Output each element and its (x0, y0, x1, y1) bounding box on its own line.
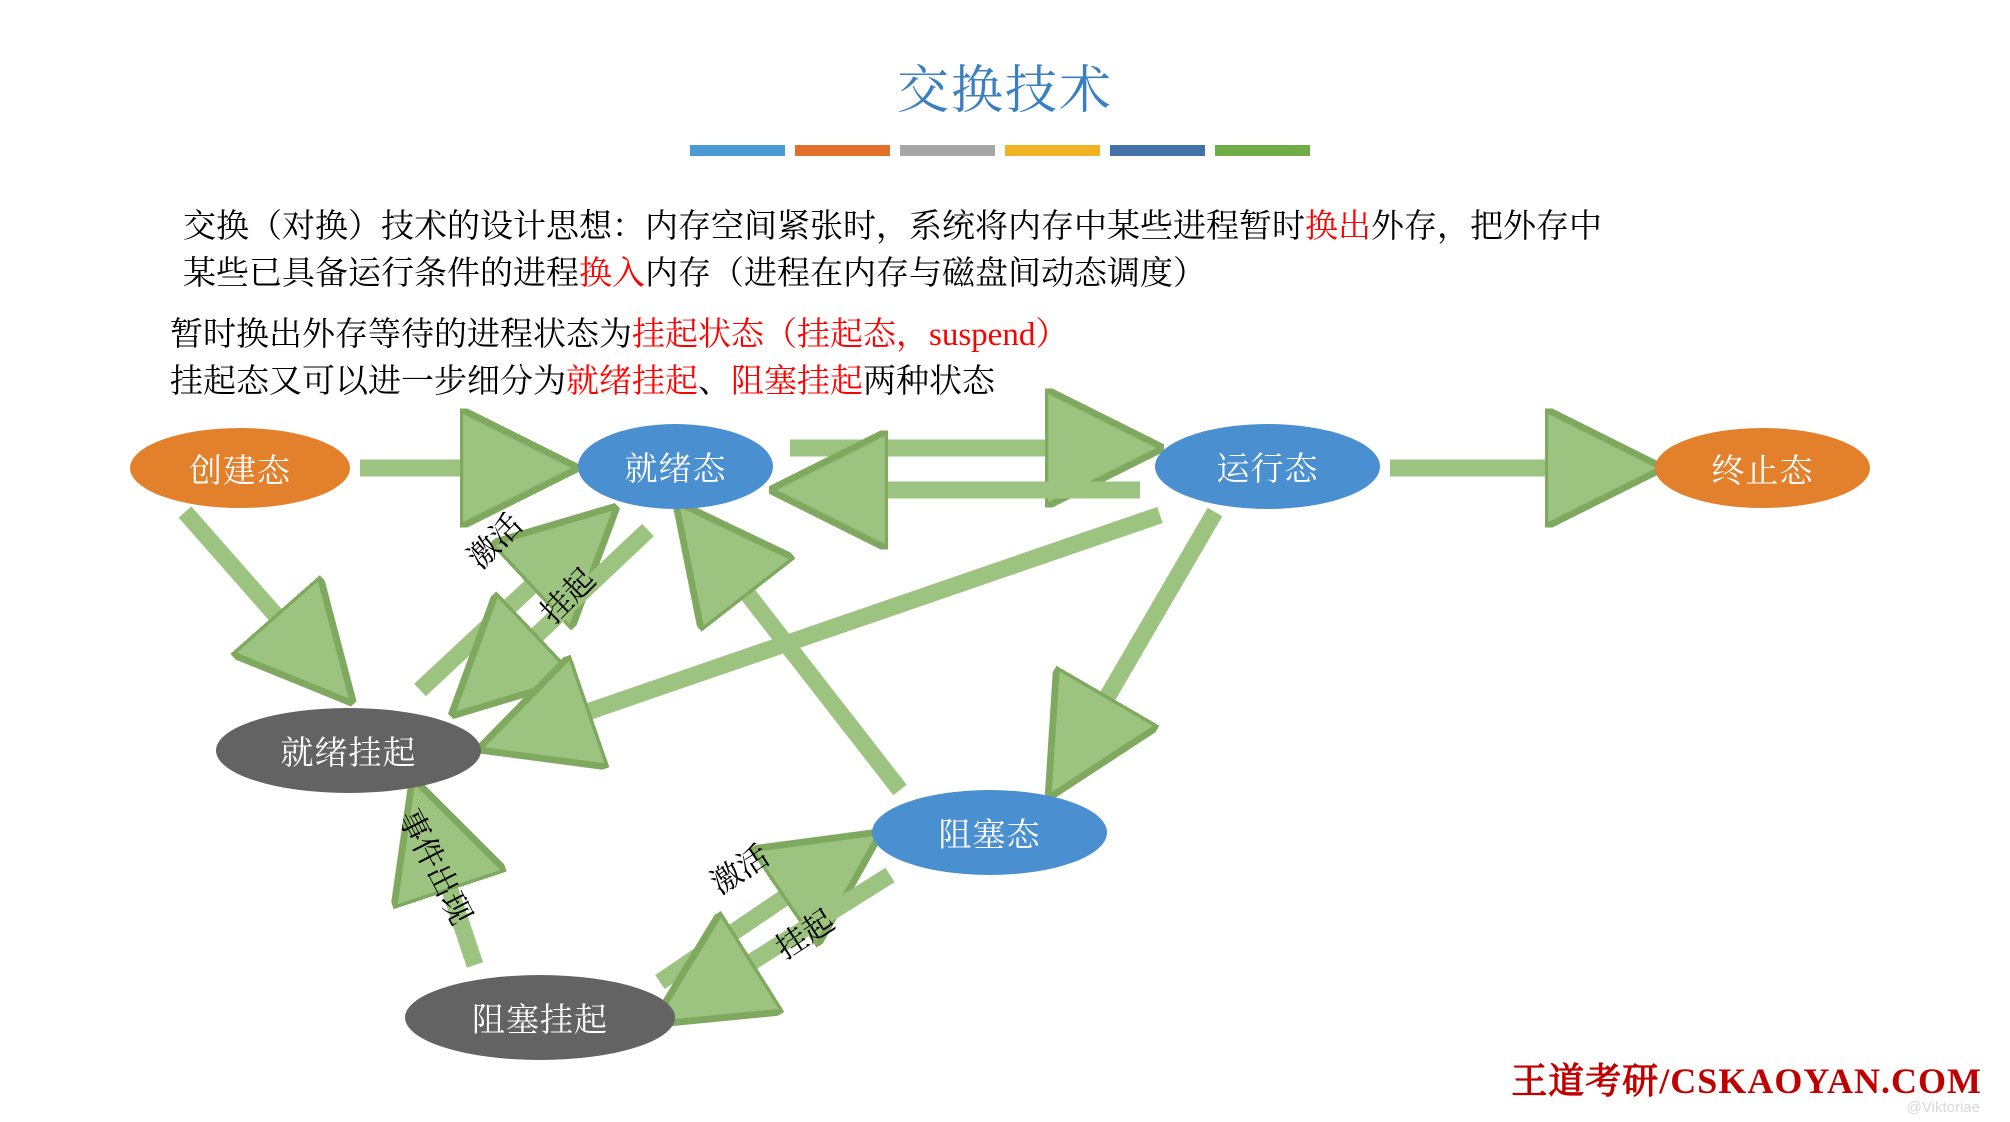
node-running[interactable] (1155, 424, 1380, 509)
node-ready-label: 就绪态 (624, 452, 727, 488)
p2-highlight-blocked-suspend: 阻塞挂起 (731, 364, 863, 400)
node-blocked[interactable] (872, 790, 1107, 875)
p2-highlight-ready-suspend: 就绪挂起 (566, 364, 698, 400)
p1-text-b: 外存，把外存中 (1371, 209, 1602, 245)
edge-running-to-blocked (1060, 512, 1215, 778)
edge-label-event-occurs: 事件出现 (391, 803, 480, 931)
node-create[interactable] (130, 428, 350, 508)
p2-highlight-suspend: 挂起状态（挂起态，suspend） (632, 317, 1069, 353)
node-terminated-label: 终止态 (1711, 453, 1814, 490)
p2-line2-mid: 、 (698, 364, 731, 400)
footer-brand: 王道考研/CSKAOYAN.COM (1511, 1061, 1982, 1101)
edge-blocked-to-ready (690, 520, 900, 790)
edge-label-activate-blocked: 激活 (704, 837, 776, 902)
p1-text-a: 交换（对换）技术的设计思想：内存空间紧张时，系统将内存中某些进程暂时 (183, 209, 1305, 245)
edge-create-to-ready-suspend (185, 512, 338, 686)
p1-text-highlight-swapin: 换入 (579, 256, 645, 292)
watermark-text: @Viktoriae (1906, 1099, 1980, 1116)
p1-line2-b: 内存（进程在内存与磁盘间动态调度） (645, 256, 1206, 292)
node-blocked-label: 阻塞态 (938, 818, 1041, 854)
p2-line1-a: 暂时换出外存等待的进程状态为 (170, 317, 632, 353)
page-title: 交换技术 (896, 63, 1113, 120)
node-blocked-suspend-label: 阻塞挂起 (472, 1003, 608, 1039)
node-create-label: 创建态 (189, 453, 291, 490)
node-blocked-suspend[interactable] (405, 975, 675, 1060)
node-ready-suspend-label: 就绪挂起 (280, 736, 417, 772)
p2-line2-b: 两种状态 (863, 364, 995, 400)
node-terminated[interactable] (1655, 428, 1870, 508)
node-ready-suspend[interactable] (216, 708, 481, 793)
edge-label-suspend-ready: 挂起 (533, 561, 603, 631)
edge-label-activate-ready: 激活 (460, 506, 530, 576)
p2-line2-a: 挂起态又可以进一步细分为 (170, 364, 566, 400)
node-running-label: 运行态 (1216, 452, 1319, 488)
edge-label-suspend-blocked: 挂起 (769, 902, 841, 967)
node-ready[interactable] (578, 424, 773, 509)
p1-text-highlight-swapout: 换出 (1305, 209, 1371, 245)
p1-line2-a: 某些已具备运行条件的进程 (183, 256, 579, 292)
